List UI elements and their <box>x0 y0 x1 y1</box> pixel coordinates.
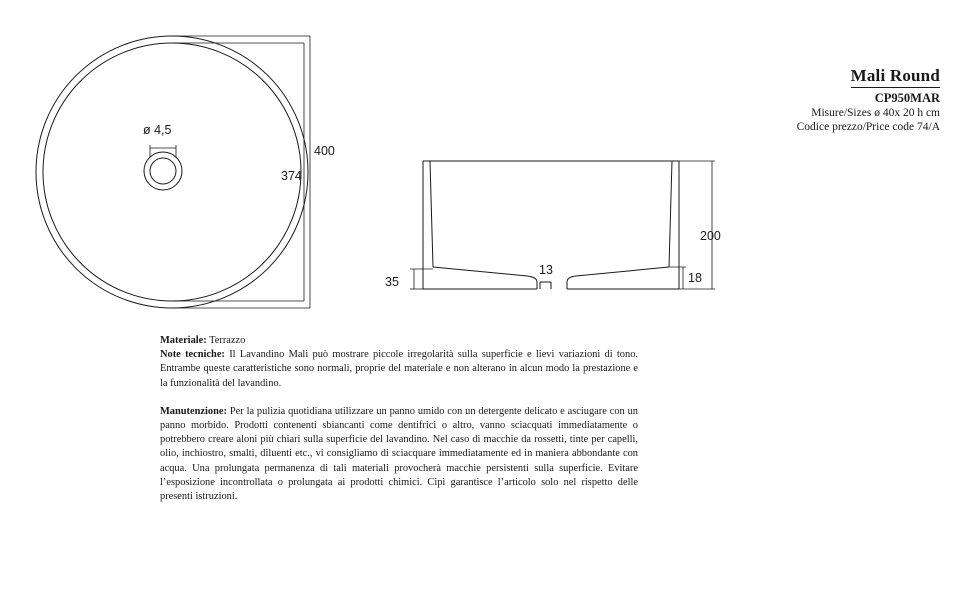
drain-diameter-label: ø 4,5 <box>143 123 172 137</box>
outer-diameter-label: 400 <box>314 144 335 158</box>
side-right-inner <box>669 161 672 267</box>
product-sizes: Misure/Sizes ø 40x 20 h cm <box>811 107 940 119</box>
outer-rim-circle <box>36 36 308 308</box>
product-price-code: Codice prezzo/Price code 74/A <box>796 121 940 133</box>
material-label: Materiale: <box>160 335 207 346</box>
maintenance-label: Manutenzione: <box>160 405 227 417</box>
drain-inner-circle <box>150 158 176 184</box>
maintenance-text: Per la pulizia quotidiana utilizzare un panno umido con un detergente delicato e asciugare con un panno morbido. Prodotti contenenti sbiancanti come dentifrici o altro, vanno sciacquati immediatamente o potrebbero creare aloni più chiari sulla superficie del lavandino. Nel caso di macchie da rossetti, tinte per capelli, olio, inchiostro, smalti, diluenti etc., vi consigliamo di sciacquare immediatamente ed in maniera abbondante con acqua. Una prolungata permanenza di tali materiali provocherà macchie persistenti sulla superficie. Evitare l’esposizione incontrollata o prolungata ai prodotti chimici. Cipì garantisce l’articolo solo nel rispetto delle presenti istruzioni. <box>160 405 638 503</box>
product-description <box>160 334 638 504</box>
technical-notes-label: Note tecniche: <box>160 349 225 361</box>
side-basin-floor-right <box>567 267 669 289</box>
top-view <box>36 36 310 308</box>
technical-notes-paragraph <box>160 348 638 391</box>
maintenance-paragraph <box>160 405 638 504</box>
side-left-inner <box>430 161 433 267</box>
height-label: 200 <box>700 229 721 243</box>
side-view <box>410 161 715 289</box>
product-name: Mali Round <box>851 66 940 88</box>
inner-rim-circle <box>43 43 301 301</box>
base-left-label: 35 <box>385 275 399 289</box>
inner-diameter-label: 374 <box>281 169 302 183</box>
material-paragraph <box>160 334 638 348</box>
technical-notes-text: Il Lavandino Mali può mostrare piccole irregolarità sulla superficie e lievi variazioni di tono. Entrambe queste caratteristiche sono normali, proprie del materiale e non alterano in alcun modo la prestazione e la funzionalità del lavandino. <box>160 349 638 389</box>
product-code: CP950MAR <box>874 91 940 105</box>
product-header <box>797 66 940 134</box>
drain-width-label: 13 <box>539 263 553 277</box>
base-right-label: 18 <box>688 271 702 285</box>
material-value: Terrazzo <box>206 335 246 346</box>
side-basin-floor <box>433 267 537 289</box>
